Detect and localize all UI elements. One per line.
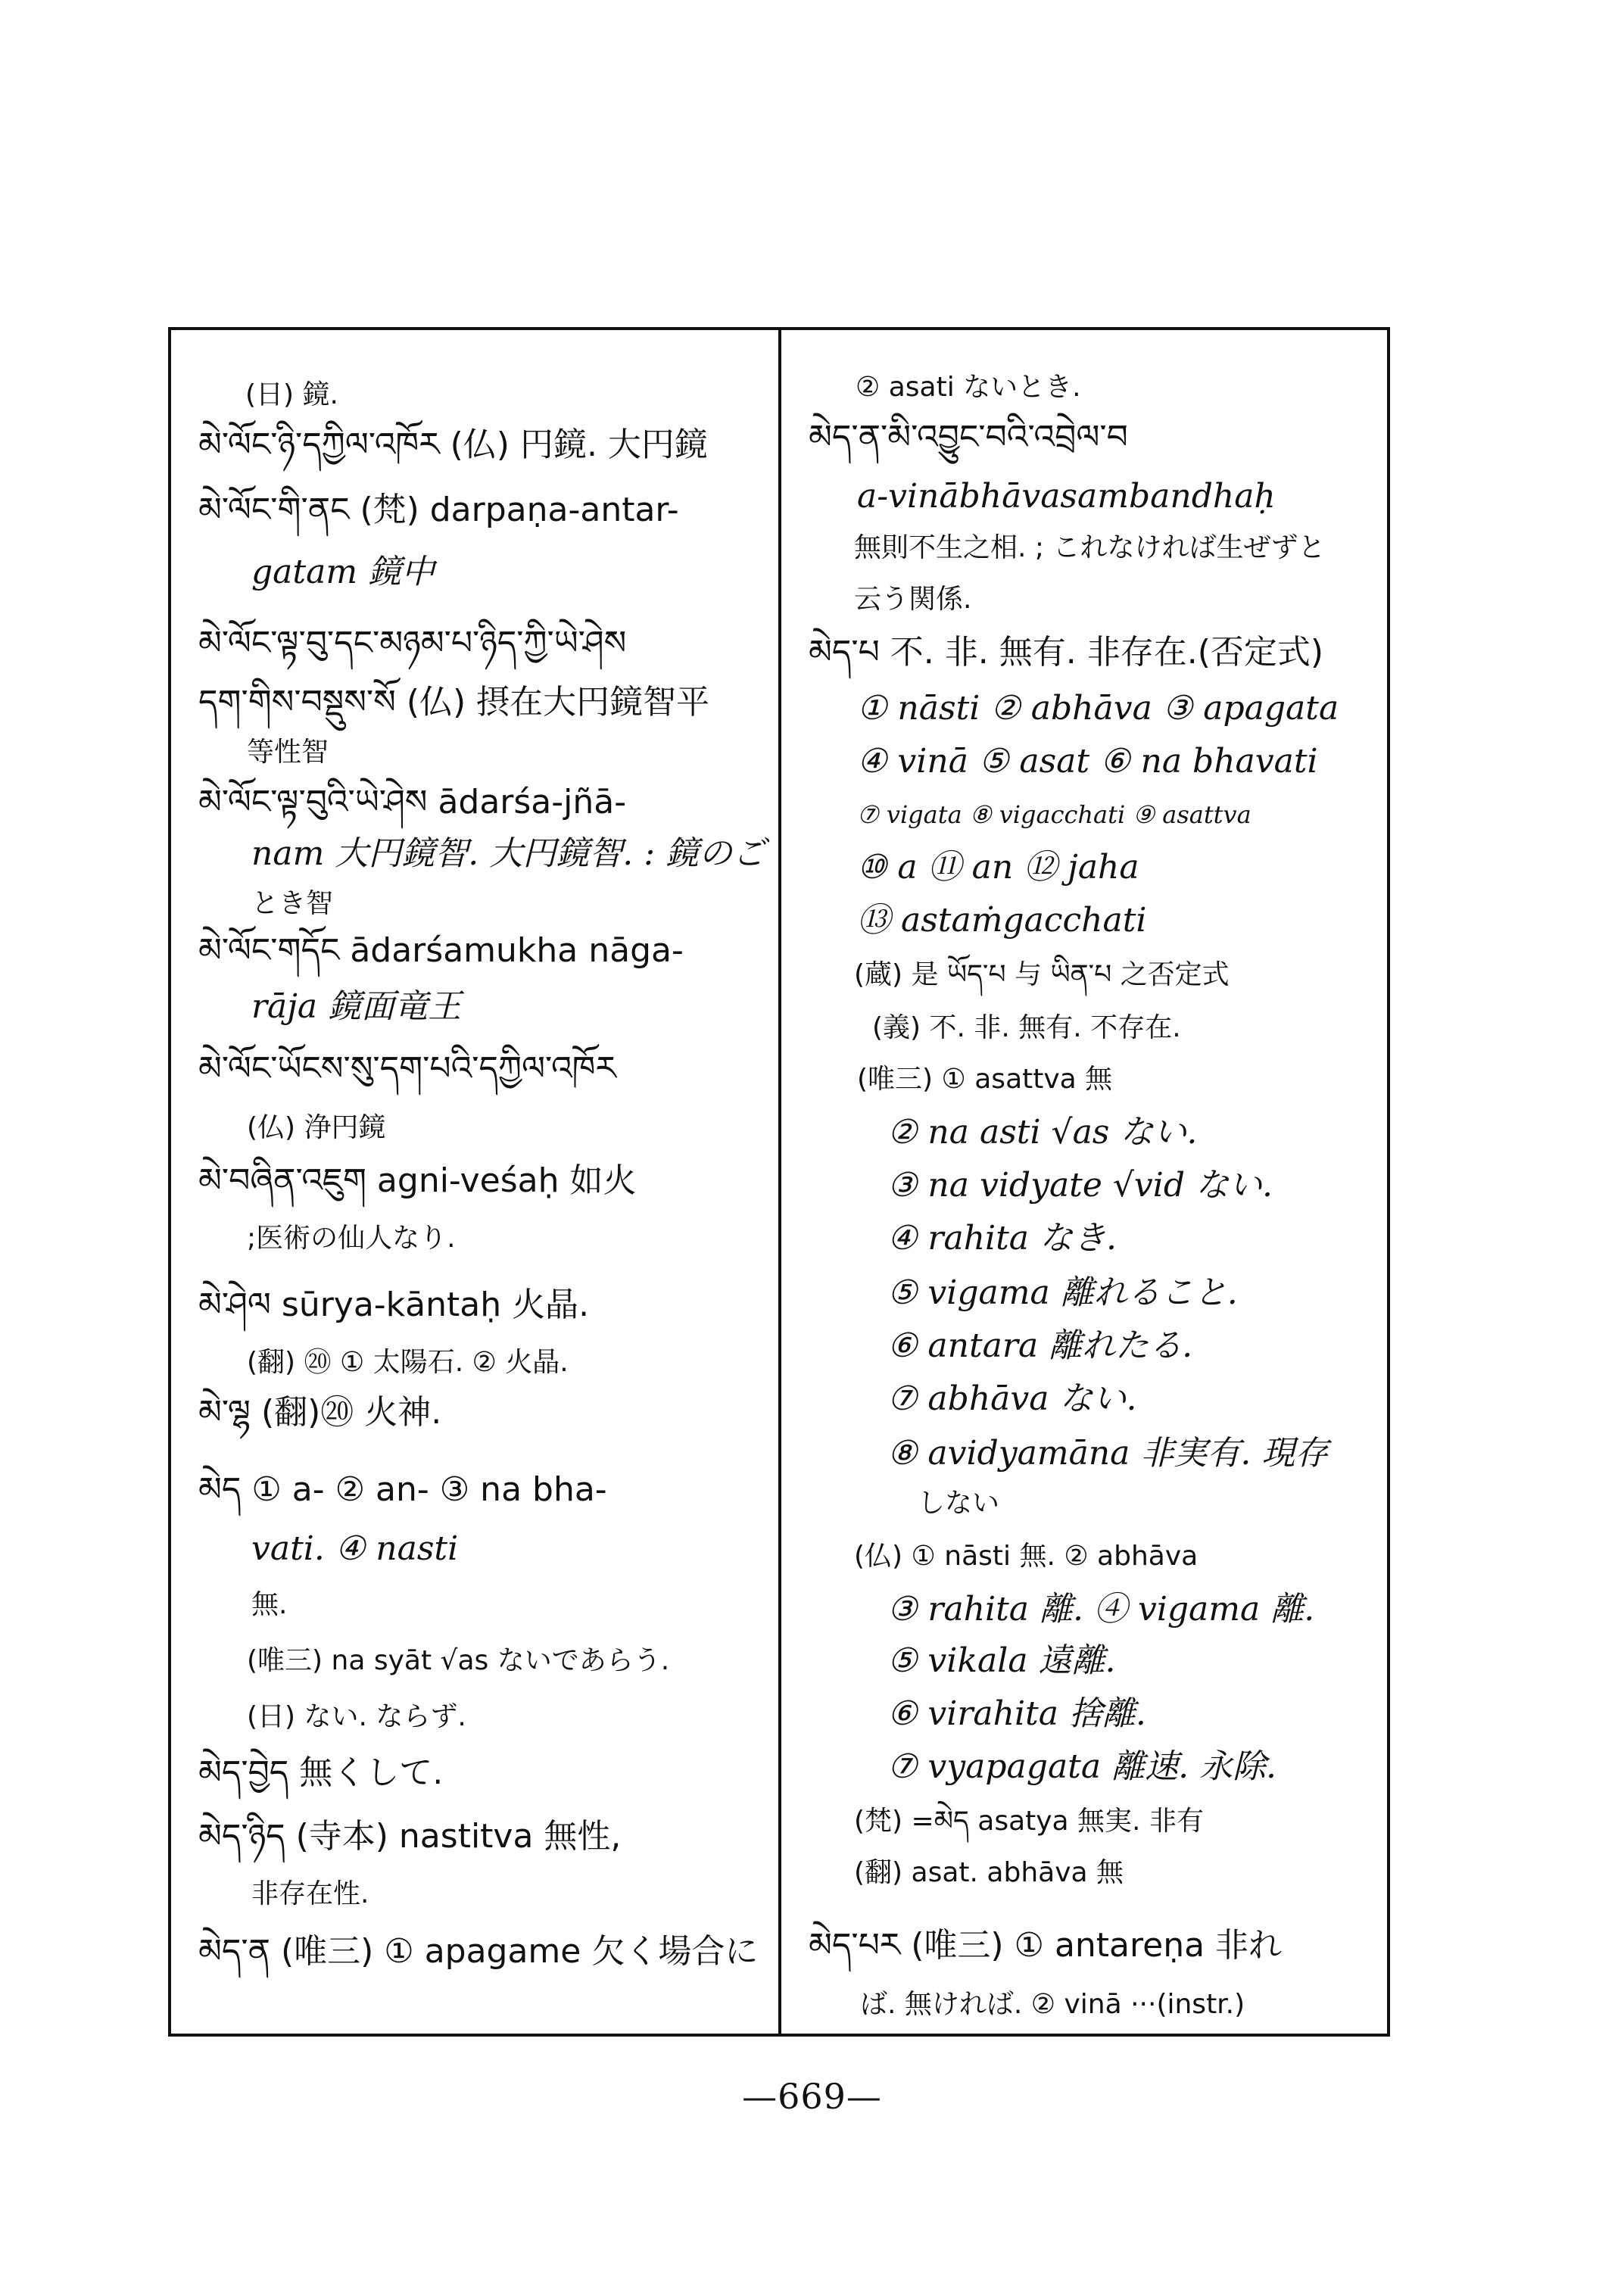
entry-line: ④ vinā ⑤ asat ⑥ na bhavati bbox=[857, 742, 1318, 781]
entry-headword: མེད་ན (唯三) ① apagame 欠く場合に bbox=[198, 1932, 759, 1971]
entry-line: (唯三) ① asattva 無 bbox=[857, 1064, 1113, 1095]
entry-line: ⑦ abhāva ない. bbox=[887, 1379, 1137, 1418]
entry-headword: མེ་ལྷ (翻)⑳ 火神. bbox=[198, 1393, 442, 1432]
entry-line: ⑥ antara 離れたる. bbox=[887, 1326, 1193, 1365]
entry-line: vati. ④ nasti bbox=[251, 1529, 459, 1568]
entry-line: ;医術の仙人なり. bbox=[247, 1223, 456, 1254]
entry-line: 無則不生之相. ; これなければ生ぜずと bbox=[854, 532, 1326, 563]
entry-line: rāja 鏡面竜王 bbox=[251, 987, 462, 1026]
right-column bbox=[781, 330, 1387, 2034]
entry-line: ば. 無ければ. ② vinā ···(instr.) bbox=[860, 1989, 1245, 2020]
entry-headword: མེ་ལོང་ལྟ་བུའི་ཡེ་ཤེས ādarśa-jñā- bbox=[198, 783, 627, 821]
entry-line: ⑥ virahita 捨離. bbox=[887, 1694, 1146, 1733]
entry-headword: མེད་ཉིད (寺本) nastitva 無性, bbox=[198, 1817, 622, 1856]
entry-line: (唯三) na syāt √as ないであらう. bbox=[247, 1645, 670, 1676]
dictionary-page-frame bbox=[168, 327, 1390, 2037]
entry-line: ③ na vidyate √vid ない. bbox=[887, 1166, 1273, 1205]
entry-line: しない bbox=[918, 1488, 1000, 1519]
entry-headword: མེད་པ 不. 非. 無有. 非存在.(否定式) bbox=[809, 633, 1324, 672]
entry-line: 云う関係. bbox=[854, 584, 972, 615]
entry-headword: མེ་ལོང་ཡོངས་སུ་དག་པའི་དཀྱིལ་འཁོར bbox=[198, 1049, 616, 1088]
page-number: —669— bbox=[742, 2076, 882, 2117]
entry-line: (仏) ① nāsti 無. ② abhāva bbox=[854, 1541, 1199, 1572]
entry-headword: དག་གིས་བསྡུས་སོ (仏) 摂在大円鏡智平 bbox=[198, 683, 710, 722]
entry-line: nam 大円鏡智. 大円鏡智. : 鏡のご bbox=[251, 834, 766, 873]
entry-headword: མེད་པར (唯三) ① antareṇa 非れ bbox=[809, 1926, 1283, 1965]
entry-headword: མེད ① a- ② an- ③ na bha- bbox=[198, 1470, 607, 1509]
entry-line: gatam 鏡中 bbox=[251, 553, 435, 591]
entry-line: ⑤ vikala 遠離. bbox=[887, 1641, 1116, 1680]
entry-headword: མེད་བྱེད 無くして. bbox=[198, 1753, 444, 1792]
entry-line: ⑤ vigama 離れること. bbox=[887, 1273, 1238, 1312]
entry-headword: མེ་བཞིན་འཇུག agni-veśaḥ 如火 bbox=[198, 1161, 637, 1200]
entry-line: 無. bbox=[251, 1589, 288, 1620]
entry-line: (日) 鏡. bbox=[245, 379, 338, 410]
left-column bbox=[171, 330, 781, 2034]
entry-line: ⑧ avidyamāna 非実有. 現存 bbox=[887, 1434, 1329, 1473]
entry-line: ③ rahita 離. ④ vigama 離. bbox=[887, 1590, 1315, 1629]
entry-headword: མེ་ལོང་གི་ནང (梵) darpaṇa-antar- bbox=[198, 491, 679, 529]
entry-line: ⑬ astaṁgacchati bbox=[857, 901, 1147, 940]
entry-line: ① nāsti ② abhāva ③ apagata bbox=[857, 689, 1339, 728]
entry-headword: མེ་ལོང་ཉི་དཀྱིལ་འཁོར (仏) 円鏡. 大円鏡 bbox=[198, 425, 708, 464]
entry-line: ⑩ a ⑪ an ⑫ jaha bbox=[857, 848, 1139, 887]
entry-line: ⑦ vigata ⑧ vigacchati ⑨ asattva bbox=[857, 800, 1252, 829]
entry-line: a-vinābhāvasambandhaḥ bbox=[857, 477, 1276, 516]
entry-line: ④ rahita なき. bbox=[887, 1219, 1117, 1258]
entry-headword: མེད་ན་མི་འབྱུང་བའི་འབྲེལ་བ bbox=[809, 418, 1128, 457]
entry-line: (日) ない. ならず. bbox=[247, 1701, 466, 1732]
entry-headword: མེ་ལོང་ལྟ་བུ་དང་མཉམ་པ་ཉིད་ཀྱི་ཡེ་ཤེས bbox=[198, 624, 627, 662]
entry-line: (翻) ⑳ ① 太陽石. ② 火晶. bbox=[247, 1347, 569, 1378]
entry-line: (仏) 浄円鏡 bbox=[247, 1112, 386, 1143]
entry-headword: མེ་ཤེལ sūrya-kāntaḥ 火晶. bbox=[198, 1286, 590, 1324]
entry-line: ② asati ないとき. bbox=[856, 372, 1081, 403]
entry-line: (義) 不. 非. 無有. 不存在. bbox=[872, 1012, 1181, 1043]
entry-line: 非存在性. bbox=[251, 1878, 369, 1909]
entry-line: 等性智 bbox=[247, 737, 329, 768]
entry-line: ② na asti √as ない. bbox=[887, 1113, 1198, 1152]
entry-line: とき智 bbox=[251, 888, 334, 919]
entry-headword: མེ་ལོང་གདོང ādarśamukha nāga- bbox=[198, 931, 684, 970]
entry-line: (梵) =མེད asatya 無実. 非有 bbox=[854, 1806, 1204, 1837]
entry-line: (蔵) 是 ཡོད་པ 与 ཡིན་པ 之否定式 bbox=[854, 959, 1230, 990]
entry-line: ⑦ vyapagata 離速. 永除. bbox=[887, 1747, 1277, 1786]
entry-line: (翻) asat. abhāva 無 bbox=[854, 1857, 1124, 1888]
